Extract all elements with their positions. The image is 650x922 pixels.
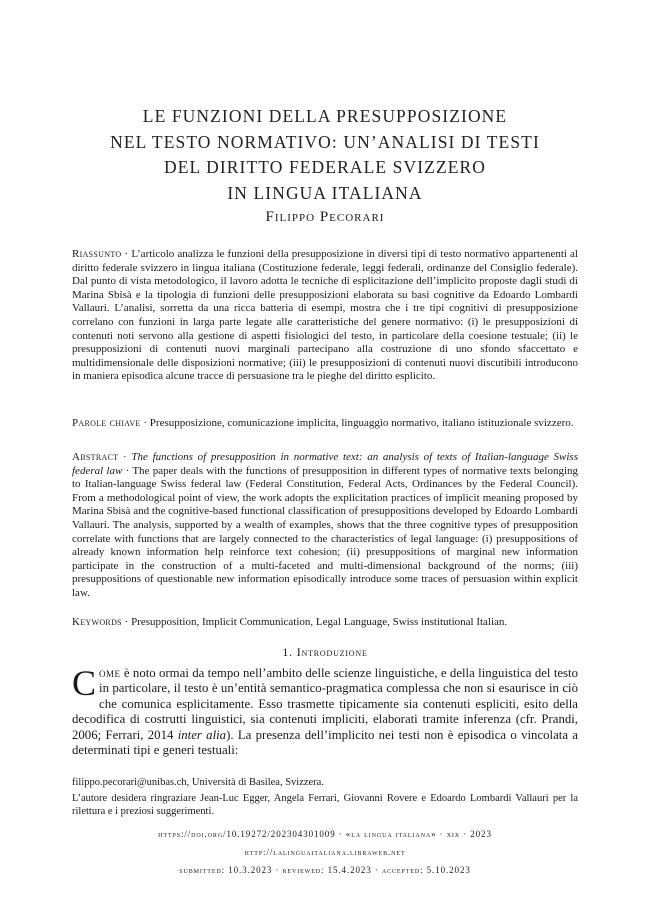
drop-cap: C [72, 663, 97, 703]
keywords-italian: Parole chiave · Presupposizione, comunicazione implicita, linguaggio normativo, italiano istituzionale svizzero. [72, 417, 574, 429]
title-line: IN LINGUA ITALIANA [227, 182, 423, 203]
keywords-english: Keywords · Presupposition, Implicit Communication, Legal Language, Swiss institutional Italian. [72, 616, 508, 628]
abstract-italian [72, 248, 578, 384]
footnote-affiliation: filippo.pecorari@unibas.ch, Università di Basilea, Svizzera. [72, 777, 324, 788]
abstract-english-title: The functions of presupposition in normative text: an analysis of texts of Italian-language Swiss federal law [72, 451, 578, 477]
first-word-rest: ome [99, 666, 121, 680]
intro-paragraph [72, 663, 578, 758]
abstract-english-text: The paper deals with the functions of presupposition in different types of normative texts belonging to Italian-language Swiss federal law (Federal Constitution, Federal Acts, Ordinances by the Federal Council). From a methodological point of view, the work adopts the explicitation practices of implicit meaning proposed by Marina Sbisà and the cognitive-based functional classification of presuppositions developed by Edoardo Lombardi Vallauri. The analysis, supported by a wealth of examples, shows that the three cognitive types of presupposition correlate with functions that are largely connected to the characteristics of legal language: (i) presuppositions of already known information help reinforce text cohesion; (ii) presuppositions of marginal new information participate in the construction of a multi-faceted and multi-dimensional background of the norms; (iii) presuppositions of questionable new information episodically introduce some traces of persuasion within explicit law. [72, 464, 578, 599]
title-line: LE FUNZIONI DELLA PRESUPPOSIZIONE [142, 106, 508, 126]
abstract-italian-text: L’articolo analizza le funzioni della presupposizione in diversi tipi di testo normativo appartenenti al diritto federale svizzero in lingua italiana (Costituzione federale, leggi federali, ordinanze del Consiglio federale). Dal punto di vista metodologico, il lavoro adotta le tecniche di esplicitazione dell’implicito proposte dagli studi di Marina Sbisà e la tipologia di funzioni delle presupposizioni elaborata su basi cognitive da Edoardo Lombardi Vallauri. L’analisi, sorretta da una ricca batteria di esempi, mostra che i tre tipi cognitivi di presupposizione correlano con funzioni in larga parte legate alle caratteristiche del genere normativo: (i) le presupposizioni di contenuti noti servono alla gestione di aspetti fisiologici del testo, in particolare della coesione testuale; (ii) le presupposizioni di contenuti nuovi marginali partecipano alla costruzione di uno sfondo sfaccettato e multidimensionale delle disposizioni normative; (iii) le presupposizioni di contenuti nuovi discutibili introducono in maniera episodica alcune tracce di persuasione tra le pieghe del diritto esplicito. [72, 248, 578, 383]
article-title [72, 104, 578, 206]
intro-text-italic: inter alia [177, 727, 227, 742]
article-page [72, 0, 578, 922]
keywords-english-label: Keywords [72, 616, 122, 628]
footer-doi: https://doi.org/10.19272/202304301009 · «la lingua italiana» · xix · 2023 [158, 829, 492, 839]
footnote-acknowledgements: L’autore desidera ringraziare Jean-Luc Egger, Angela Ferrari, Giovanni Rovere e Edoardo Lombardi Vallauri per la rilettura e i preziosi suggerimenti. [72, 793, 578, 817]
abstract-english: Abstract · The functions of presupposition in normative text: an analysis of texts of Italian-language Swiss federal law · The paper deals with the functions of presupposition in different types of normative texts belonging to Italian-language Swiss federal law (Federal Constitution, Federal Acts, Ordinances by the Federal Council). From a methodological point of view, the work adopts the explicitation practices of implicit meaning proposed by Marina Sbisà and the cognitive-based functional classification of presuppositions developed by Edoardo Lombardi Vallauri. The analysis, supported by a wealth of examples, shows that the three cognitive types of presupposition correlate with functions that are largely connected to the characteristics of legal language: (i) presuppositions of already known information help reinforce text cohesion; (ii) presuppositions of marginal new information participate in the construction of a multi-faceted and multi-dimensional background of the norms; (iii) presuppositions of questionable new information episodically introduce some traces of persuasion within explicit law. [72, 451, 578, 599]
intro-text-b: ). La presenza dell’implicito nei testi non è episodica o vincolata a determinati tipi e generi testuali: [72, 727, 578, 758]
abstract-english-label: Abstract [72, 451, 119, 463]
label-separator: · [121, 248, 132, 260]
title-line: DEL DIRITTO FEDERALE SVIZZERO [163, 157, 487, 177]
keywords-english-text: Presupposition, Implicit Communication, Legal Language, Swiss institutional Italian. [131, 616, 508, 628]
section-heading: 1. Introduzione [282, 645, 368, 659]
title-line: NEL TESTO NORMATIVO: UN’ANALISI DI TESTI [110, 131, 540, 152]
abstract-italian-label: Riassunto [72, 248, 122, 260]
keywords-italian-text: Presupposizione, comunicazione implicita, linguaggio normativo, italiano istituzionale svizzero. [149, 417, 574, 429]
footer-dates: submitted: 10.3.2023 · reviewed: 15.4.2023 · accepted: 5.10.2023 [179, 865, 471, 875]
intro-text-a: è noto ormai da tempo nell’ambito delle scienze linguistiche, e della linguistica del testo in particolare, il testo è un’entità semantico-pragmatica complessa che non si esaurisce in ciò che comunica esplicitamente. Esso trasmette tipicamente sia contenuti espliciti, esito della decodifica di costrutti linguistici, sia contenuti impliciti, elaborati tramite inferenza (cfr. Prandi, 2006; Ferrari, 2014 [72, 666, 578, 742]
keywords-italian-label: Parole chiave [72, 417, 141, 429]
author-name: Filippo Pecorari [265, 209, 385, 225]
footer-url: http://lalinguaitaliana.libraweb.net [244, 847, 406, 857]
